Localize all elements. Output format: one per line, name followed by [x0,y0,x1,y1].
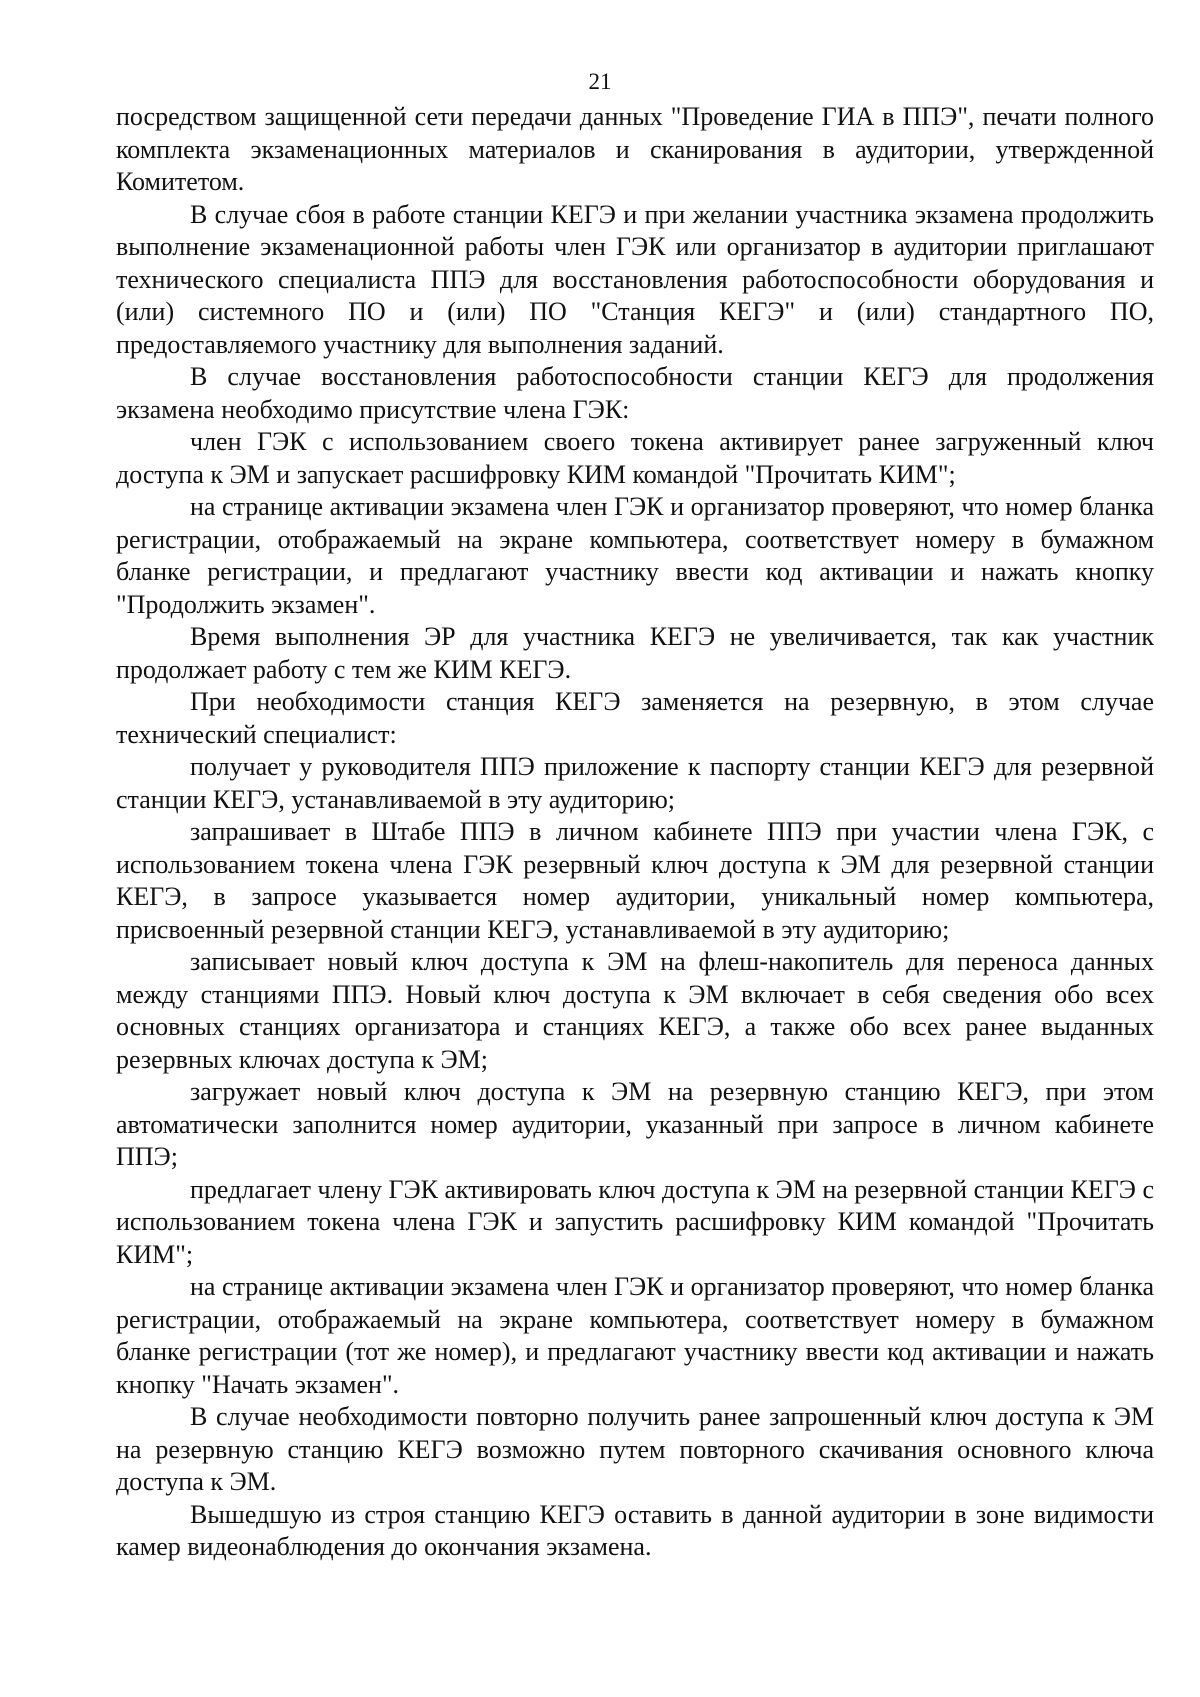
paragraph: При необходимости станция КЕГЭ заменяется на резервную, в этом случае технический специалист: [116,687,1154,749]
paragraph: В случае сбоя в работе станции КЕГЭ и при желании участника экзамена продолжить выполнение экзаменационной работы член ГЭК или организатор в аудитории приглашают технического специалиста ППЭ для восстановления работоспособности оборудования и (или) системного ПО и (или) ПО "Станция КЕГЭ" и (или) стандартного ПО, предоставляемого участнику для выполнения заданий. [116,199,1154,359]
paragraph: Вышедшую из строя станцию КЕГЭ оставить в данной аудитории в зоне видимости камер видеонаблюдения до окончания экзамена. [116,1499,1154,1561]
paragraph: предлагает члену ГЭК активировать ключ доступа к ЭМ на резервной станции КЕГЭ с использованием токена члена ГЭК и запустить расшифровку КИМ командой "Прочитать КИМ"; [116,1174,1154,1269]
page-number: 21 [588,69,612,94]
paragraph: запрашивает в Штабе ППЭ в личном кабинете ППЭ при участии члена ГЭК, с использованием токена члена ГЭК резервный ключ доступа к ЭМ для резервной станции КЕГЭ, в запросе указывается номер аудитории, уникальный номер компьютера, присвоенный резервной станции КЕГЭ, устанавливаемой в эту аудиторию; [116,817,1154,944]
paragraph: В случае необходимости повторно получить ранее запрошенный ключ доступа к ЭМ на резервную станцию КЕГЭ возможно путем повторного скачивания основного ключа доступа к ЭМ. [116,1402,1154,1496]
paragraph: В случае восстановления работоспособности станции КЕГЭ для продолжения экзамена необходимо присутствие члена ГЭК: [116,362,1154,424]
document-body [116,101,1154,1564]
paragraph: загружает новый ключ доступа к ЭМ на резервную станцию КЕГЭ, при этом автоматически заполнится номер аудитории, указанный при запросе в личном кабинете ППЭ; [116,1077,1154,1171]
paragraph: член ГЭК с использованием своего токена активирует ранее загруженный ключ доступа к ЭМ и запускает расшифровку КИМ командой "Прочитать КИМ"; [116,427,1154,489]
paragraph: посредством защищенной сети передачи данных "Проведение ГИА в ППЭ", печати полного комплекта экзаменационных материалов и сканирования в аудитории, утвержденной Комитетом. [116,102,1154,196]
paragraph: на странице активации экзамена член ГЭК и организатор проверяют, что номер бланка регистрации, отображаемый на экране компьютера, соответствует номеру в бумажном бланке регистрации (тот же номер), и предлагают участнику ввести код активации и нажать кнопку "Начать экзамен". [116,1272,1154,1399]
paragraph: записывает новый ключ доступа к ЭМ на флеш-накопитель для переноса данных между станциями ППЭ. Новый ключ доступа к ЭМ включает в себя сведения обо всех основных станциях организатора и станциях КЕГЭ, а также обо всех ранее выданных резервных ключах доступа к ЭМ; [116,947,1154,1074]
paragraph: на странице активации экзамена член ГЭК и организатор проверяют, что номер бланка регистрации, отображаемый на экране компьютера, соответствует номеру в бумажном бланке регистрации, и предлагают участнику ввести код активации и нажать кнопку "Продолжить экзамен". [116,492,1154,619]
paragraph: получает у руководителя ППЭ приложение к паспорту станции КЕГЭ для резервной станции КЕГЭ, устанавливаемой в эту аудиторию; [116,752,1154,814]
paragraph: Время выполнения ЭР для участника КЕГЭ не увеличивается, так как участник продолжает работу с тем же КИМ КЕГЭ. [116,622,1154,684]
